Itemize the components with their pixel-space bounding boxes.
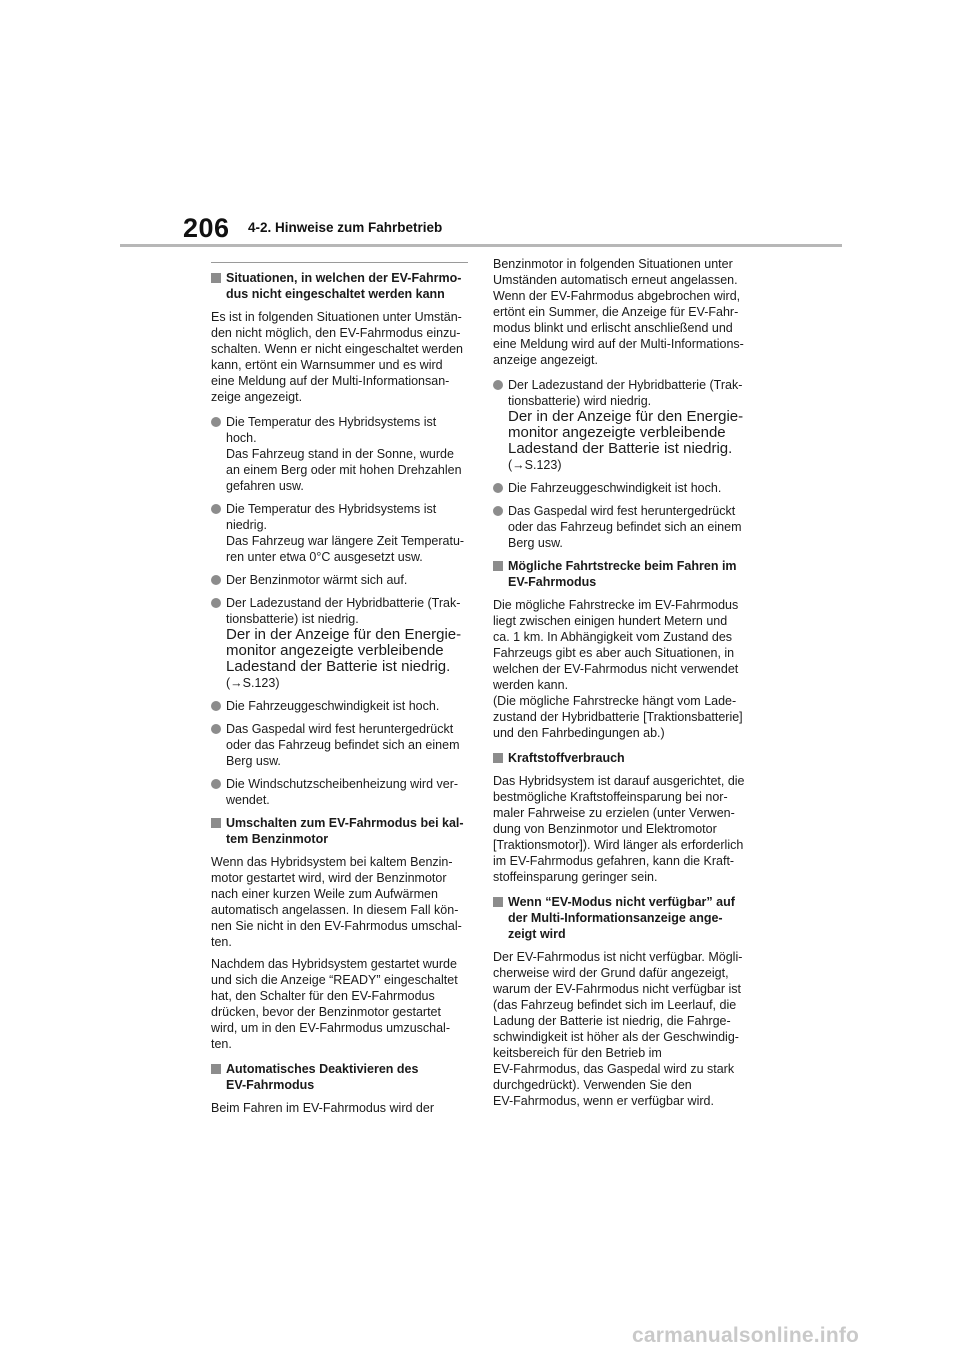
paragraph: Der EV-Fahrmodus ist nicht verfügbar. Mögli- cherweise wird der Grund dafür angezeigt, warum der EV-Fahrmodus nicht verfügbar ist (das Fahrzeug befindet sich im Leerlauf, die Ladung der Batterie ist niedrig, die Fahrge- schwindigkeit ist höher als der Geschwindig- keitsbereich für den Betrieb im EV-Fahrmodus, das Gaspedal wird zu stark durchgedrückt). Verwenden Sie den EV-Fahrmodus, wenn er verfügbar wird. (493, 950, 743, 1108)
paragraph: Die mögliche Fahrstrecke im EV-Fahrmodus liegt zwischen einigen hundert Metern und ca. 1 km. In Abhängigkeit vom Zustand des Fahrzeugs gibt es aber auch Situationen, in welchen der EV-Fahrmodus nicht verwendet werden kann. (Die mögliche Fahrstrecke hängt vom Lade- zustand der Hybridbatterie [Traktionsbatterie] und den Fahrbedingungen ab.) (493, 598, 743, 740)
circle-bullet-icon (211, 724, 221, 734)
circle-bullet-icon (493, 506, 503, 516)
square-bullet-icon (493, 753, 503, 763)
paragraph: Benzinmotor in folgenden Situationen unter Umständen automatisch erneut angelassen. Wenn der EV-Fahrmodus abgebrochen wird, ertönt ein Summer, die Anzeige für EV-Fahr- modus blinkt und erlischt anschließend und eine Meldung wird auf der Multi-Informations- anzeige angezeigt. (493, 257, 744, 367)
paragraph: Das Hybridsystem ist darauf ausgerichtet, die bestmögliche Kraftstoffeinsparung bei nor- maler Fahrweise zu erzielen (unter Verwen- dung von Benzinmotor und Elektromotor [Traktionsmotor]). Wird länger als erforderlich im EV-Fahrmodus gefahren, kann die Kraft- stoffeinsparung geringer sein. (493, 774, 745, 884)
list-item: Die Fahrzeuggeschwindigkeit ist hoch. (211, 698, 469, 714)
paragraph: Nachdem das Hybridsystem gestartet wurde und sich die Anzeige “READY” eingeschaltet hat, den Schalter für den EV-Fahrmodus drücken, bevor der Benzinmotor gestartet wird, um in den EV-Fahrmodus umzuschal- ten. (211, 957, 458, 1051)
list-item: Der Ladezustand der Hybridbatterie (Trak- tionsbatterie) ist niedrig. Der in der Anzeige für den Energie- monitor angezeigte verbleibende Ladestand der Batterie ist niedrig. (→S.123) (211, 595, 469, 691)
list-item: Das Gaspedal wird fest heruntergedrückt oder das Fahrzeug befindet sich an einem Berg usw. (211, 721, 469, 769)
heading-ev-not-available: Situationen, in welchen der EV-Fahrmo- dus nicht eingeschaltet werden kann (211, 270, 469, 302)
page-number: 206 (183, 213, 230, 243)
watermark: carmanualsonline.info (632, 1324, 860, 1347)
header-rule (120, 244, 842, 247)
right-column (493, 256, 751, 1115)
circle-bullet-icon (493, 483, 503, 493)
square-bullet-icon (211, 273, 221, 283)
square-bullet-icon (211, 1064, 221, 1074)
heading-possible-distance: Mögliche Fahrtstrecke beim Fahren im EV-Fahrmodus (493, 558, 751, 590)
list-item: Die Temperatur des Hybridsystems ist hoch. Das Fahrzeug stand in der Sonne, wurde an einem Berg oder mit hohen Drehzahlen gefahren usw. (211, 414, 469, 494)
circle-bullet-icon (211, 417, 221, 427)
circle-bullet-icon (211, 575, 221, 585)
square-bullet-icon (493, 561, 503, 571)
emphasized-note: Der in der Anzeige für den Energie- monitor angezeigte verbleibende Ladestand der Batterie ist niedrig. (226, 626, 462, 675)
list-item: Die Temperatur des Hybridsystems ist niedrig. Das Fahrzeug war längere Zeit Temperatu- ren unter etwa 0°C ausgesetzt usw. (211, 501, 469, 565)
square-bullet-icon (493, 897, 503, 907)
list-item: Die Fahrzeuggeschwindigkeit ist hoch. (493, 480, 751, 496)
list-item: Das Gaspedal wird fest heruntergedrückt oder das Fahrzeug befindet sich an einem Berg usw. (493, 503, 751, 551)
list-item: Der Benzinmotor wärmt sich auf. (211, 572, 469, 588)
circle-bullet-icon (211, 598, 221, 608)
section-title: 4-2. Hinweise zum Fahrbetrieb (248, 220, 443, 235)
circle-bullet-icon (493, 380, 503, 390)
circle-bullet-icon (211, 504, 221, 514)
column-top-rule (211, 262, 468, 263)
paragraph: Es ist in folgenden Situationen unter Umstän- den nicht möglich, den EV-Fahrmodus einzu- schalten. Wenn er nicht eingeschaltet werden kann, ertönt ein Warnsummer und es wird eine Meldung auf der Multi-Informationsan- zeige angezeigt. (211, 310, 464, 404)
circle-bullet-icon (211, 779, 221, 789)
paragraph: Beim Fahren im EV-Fahrmodus wird der (211, 1101, 434, 1115)
left-column (211, 270, 469, 1122)
list-item: Der Ladezustand der Hybridbatterie (Trak- tionsbatterie) wird niedrig. Der in der Anzeige für den Energie- monitor angezeigte verbleibende Ladestand der Batterie ist niedrig. (→S.123) (493, 377, 751, 473)
list-item: Die Windschutzscheibenheizung wird ver- wendet. (211, 776, 469, 808)
page-header (0, 0, 960, 260)
square-bullet-icon (211, 818, 221, 828)
heading-ev-mode-unavailable: Wenn “EV-Modus nicht verfügbar” auf der Multi-Informationsanzeige ange- zeigt wird (493, 894, 751, 942)
emphasized-note: Der in der Anzeige für den Energie- monitor angezeigte verbleibende Ladestand der Batterie ist niedrig. (508, 408, 744, 457)
heading-auto-deactivate: Automatisches Deaktivieren des EV-Fahrmodus (211, 1061, 469, 1093)
heading-fuel-consumption: Kraftstoffverbrauch (493, 750, 751, 766)
page-reference: (→S.123) (508, 458, 562, 472)
circle-bullet-icon (211, 701, 221, 711)
page-reference: (→S.123) (226, 676, 280, 690)
heading-switch-cold-engine: Umschalten zum EV-Fahrmodus bei kal- tem Benzinmotor (211, 815, 469, 847)
paragraph: Wenn das Hybridsystem bei kaltem Benzin- motor gestartet wird, wird der Benzinmotor nach einer kurzen Weile zum Aufwärmen automatisch angelassen. In diesem Fall kön- nen Sie nicht in den EV-Fahrmodus umschal- ten. (211, 855, 462, 949)
